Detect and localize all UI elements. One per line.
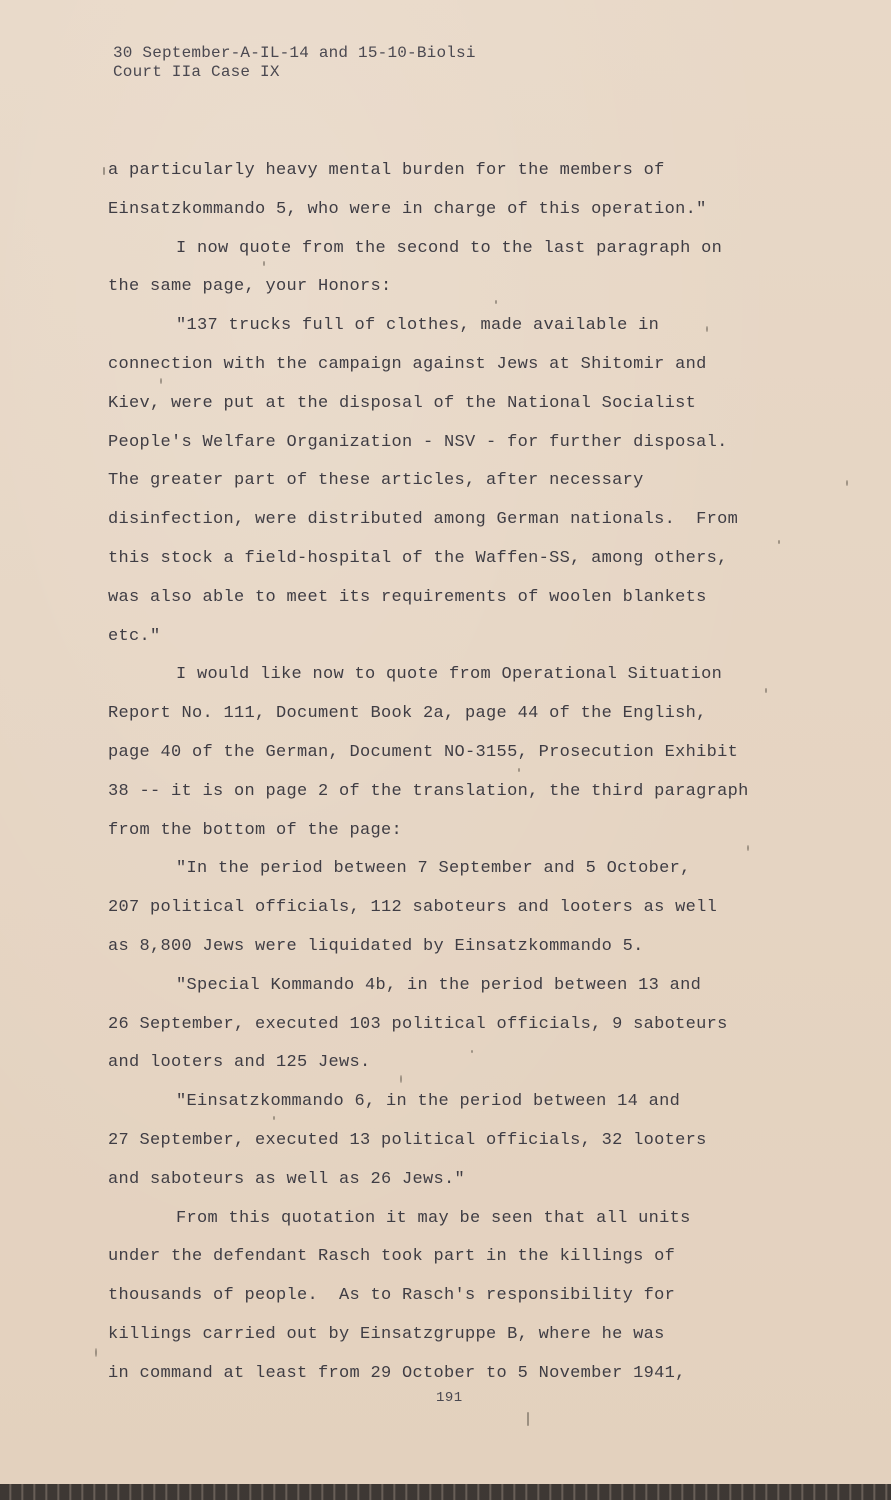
text-line: was also able to meet its requirements of woolen blankets — [108, 587, 707, 607]
text-line: this stock a field-hospital of the Waffen-SS, among others, — [108, 548, 728, 568]
paper-speck — [747, 845, 749, 851]
text-line: "Einsatzkommando 6, in the period between 14 and — [176, 1092, 681, 1112]
text-line: Report No. 111, Document Book 2a, page 44 of the English, — [108, 704, 707, 724]
text-line: 26 September, executed 103 political officials, 9 saboteurs — [108, 1014, 728, 1034]
text-line: "In the period between 7 September and 5 October, — [176, 859, 691, 879]
text-line: 38 -- it is on page 2 of the translation, the third paragraph — [108, 781, 749, 801]
text-line: I would like now to quote from Operational Situation — [176, 665, 723, 685]
text-line: People's Welfare Organization - NSV - for further disposal. — [108, 432, 728, 452]
paper-speck — [160, 378, 162, 384]
text-line: "Special Kommando 4b, in the period between 13 and — [176, 975, 702, 995]
text-line: a particularly heavy mental burden for the members of — [108, 161, 665, 180]
paper-speck — [778, 540, 780, 544]
paper-speck — [518, 768, 520, 772]
page-bottom-edge — [0, 1484, 891, 1500]
text-line: I now quote from the second to the last paragraph on — [176, 238, 723, 258]
text-line: the same page, your Honors: — [108, 277, 392, 297]
paper-speck — [765, 688, 767, 693]
text-line: Kiev, were put at the disposal of the National Socialist — [108, 393, 697, 413]
page-number: 191 — [436, 1390, 463, 1406]
text-line: in command at least from 29 October to 5 November 1941, — [108, 1363, 686, 1383]
text-line: connection with the campaign against Jews at Shitomir and — [108, 354, 707, 374]
text-line: disinfection, were distributed among German nationals. From — [108, 510, 739, 530]
text-line: From this quotation it may be seen that all units — [176, 1208, 691, 1228]
text-line: The greater part of these articles, after necessary — [108, 471, 644, 491]
paper-speck — [846, 480, 848, 486]
paper-speck — [263, 261, 265, 266]
text-line: from the bottom of the page: — [108, 820, 403, 840]
text-line: "137 trucks full of clothes, made available in — [176, 316, 660, 336]
document-header — [113, 44, 476, 82]
paper-speck — [400, 1075, 402, 1083]
text-line: under the defendant Rasch took part in the killings of — [108, 1247, 676, 1267]
transcript-body — [108, 156, 828, 1398]
paper-speck — [495, 300, 497, 304]
header-line-2: Court IIa Case IX — [113, 63, 280, 81]
header-line-1: 30 September-A-IL-14 and 15-10-Biolsi — [113, 44, 476, 62]
paper-speck — [95, 1348, 97, 1357]
text-line: as 8,800 Jews were liquidated by Einsatzkommando 5. — [108, 936, 644, 956]
text-line: page 40 of the German, Document NO-3155, Prosecution Exhibit — [108, 742, 739, 762]
text-line: Einsatzkommando 5, who were in charge of this operation." — [108, 199, 707, 219]
text-line: killings carried out by Einsatzgruppe B, where he was — [108, 1324, 665, 1344]
text-line: etc." — [108, 626, 161, 646]
paper-speck — [471, 1050, 473, 1053]
text-line: and saboteurs as well as 26 Jews." — [108, 1169, 466, 1189]
text-line: 207 political officials, 112 saboteurs and looters as well — [108, 898, 718, 918]
paper-speck — [527, 1412, 529, 1426]
paper-speck — [103, 167, 105, 175]
paper-speck — [273, 1116, 275, 1120]
text-line: 27 September, executed 13 political officials, 32 looters — [108, 1130, 707, 1150]
paper-speck — [706, 326, 708, 332]
text-line: and looters and 125 Jews. — [108, 1053, 371, 1073]
text-line: thousands of people. As to Rasch's responsibility for — [108, 1286, 676, 1306]
